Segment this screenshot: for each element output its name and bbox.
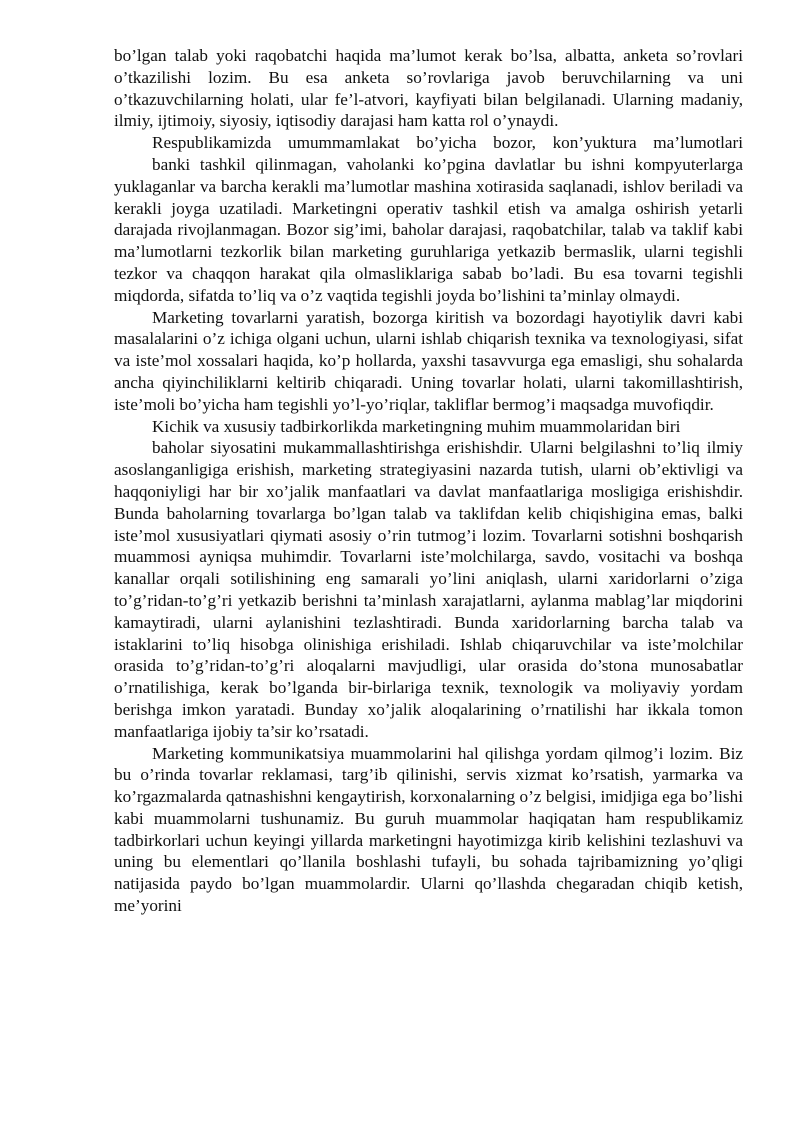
paragraph-2: Respublikamizda umummamlakat bo’yicha bozor, kon’yuktura ma’lumotlari — [152, 133, 743, 153]
paragraph-5: Kichik va xususiy tadbirkorlikda marketingning muhim muammolaridan biri — [152, 416, 681, 436]
paragraph-6: baholar siyosatini mukammallashtirishga erishishdir. Ularni belgilashni to’liq ilmiy asoslanganligiga erishish, marketing strategiyasini nazarda tutish, ularni ob’ektivligi va haqqoniyligi har bir xo’jalik manfaatlari va davlat manfaatlariga mosligiga erishishdir. Bunda baholarning tovarlarga bo’lgan talab va taklifdan kelib chiqishigina emas, balki iste’mol xususiyatlari qiymati asosiy o’rin tutmog’i lozim. Tovarlarni sotishni boshqarish muammosi ayniqsa muhimdir. Tovarlarni iste’molchilarga, savdo, vositachi va boshqa kanallar orqali sotilishining eng samarali yo’lini aniqlash, ularni xaridorlarni o’ziga to’g’ridan-to’g’ri yetkazib berishni ta’minlash xarajatlarni, aylanma mablag’lar miqdorini kamaytiradi, ularni aylanishini tezlashtiradi. Bunda xaridorlarning barcha talab va istaklarini to’liq hisobga olinishiga erishiladi. Ishlab chiqaruvchilar va iste’molchilar orasida to’g’ridan-to’g’ri aloqalarni mavjudligi, ular orasida do’stona munosabatlar o’rnatilishiga, kerak bo’lganda bir-birlariga texnik, texnologik va moliyaviy yordam berishga imkon yaratadi. Bunday xo’jalik aloqalarining o’rnatilishi har ikkala tomon manfaatlariga ijobiy ta’sir ko’rsatadi. — [114, 438, 743, 741]
paragraph-7: Marketing kommunikatsiya muammolarini hal qilishga yordam qilmog’i lozim. Biz bu o’rinda tovarlar reklamasi, targ’ib qilinishi, servis xizmat ko’rsatish, yarmarka va ko’rgazmalarda qatnashishni kengaytirish, korxonalarning o’z belgisi, imidjiga ega bo’lishi kabi muammolarni tushunamiz. Bu guruh muammolar haqiqatan ham respublikamiz tadbirkorlari uchun keyingi yillarda marketingni hayotimizga kirib kelishini tezlashuvi va uning bu elementlari qo’llanila boshlashi tufayli, bu sohada tajribamizning yo’qligi natijasida paydo bo’lgan muammolardir. Ularni qo’llashda chegaradan chiqib ketish, me’yorini — [114, 743, 743, 916]
paragraph-4: Marketing tovarlarni yaratish, bozorga kiritish va bozordagi hayotiylik davri kabi masalalarini o’z ichiga olgani uchun, ularni ishlab chiqarish texnika va texnologiyasi, sifat va iste’mol xossalari haqida, ko’p hollarda, yaxshi tasavvurga ega emasligi, shu sohalarda ancha qiyinchiliklarni keltirib chiqaradi. Uning tovarlar holati, ularni takomillashtirish, iste’moli bo’yicha ham tegishli yo’l-yo’riqlar, takliflar bermog’i maqsadga muvofiqdir. — [114, 307, 743, 414]
paragraph-1: bo’lgan talab yoki raqobatchi haqida ma’lumot kerak bo’lsa, albatta, anketa so’rovlari o’tkazilishi lozim. Bu esa anketa so’rovlariga javob beruvchilarning va uni o’tkazuvchilarning holati, ular fe’l-atvori, kayfiyati bilan belgilanadi. Ularning madaniy, ilmiy, ijtimoiy, siyosiy, iqtisodiy darajasi ham katta rol o’ynaydi. — [114, 46, 743, 131]
paragraph-3: banki tashkil qilinmagan, vaholanki ko’pgina davlatlar bu ishni kompyuterlarga yuklaganlar va barcha kerakli ma’lumotlar mashina xotirasida saqlanadi, ishlov beriladi va kerakli joyga uzatiladi. Marketingni operativ tashkil etish va amalga oshirish yetarli darajada rivojlanmagan. Bozor sig’imi, baholar darajasi, raqobatchilar, talab va taklif kabi ma’lumotlarni tezkorlik bilan marketing guruhlariga yetkazib bermaslik, ularni tegishli tezkor va chaqqon harakat qila olmasliklariga sabab bo’ladi. Bu esa tovarni tegishli miqdorda, sifatda to’liq va o’z vaqtida tegishli joyda bo’lishini ta’minlay olmaydi. — [114, 154, 743, 305]
